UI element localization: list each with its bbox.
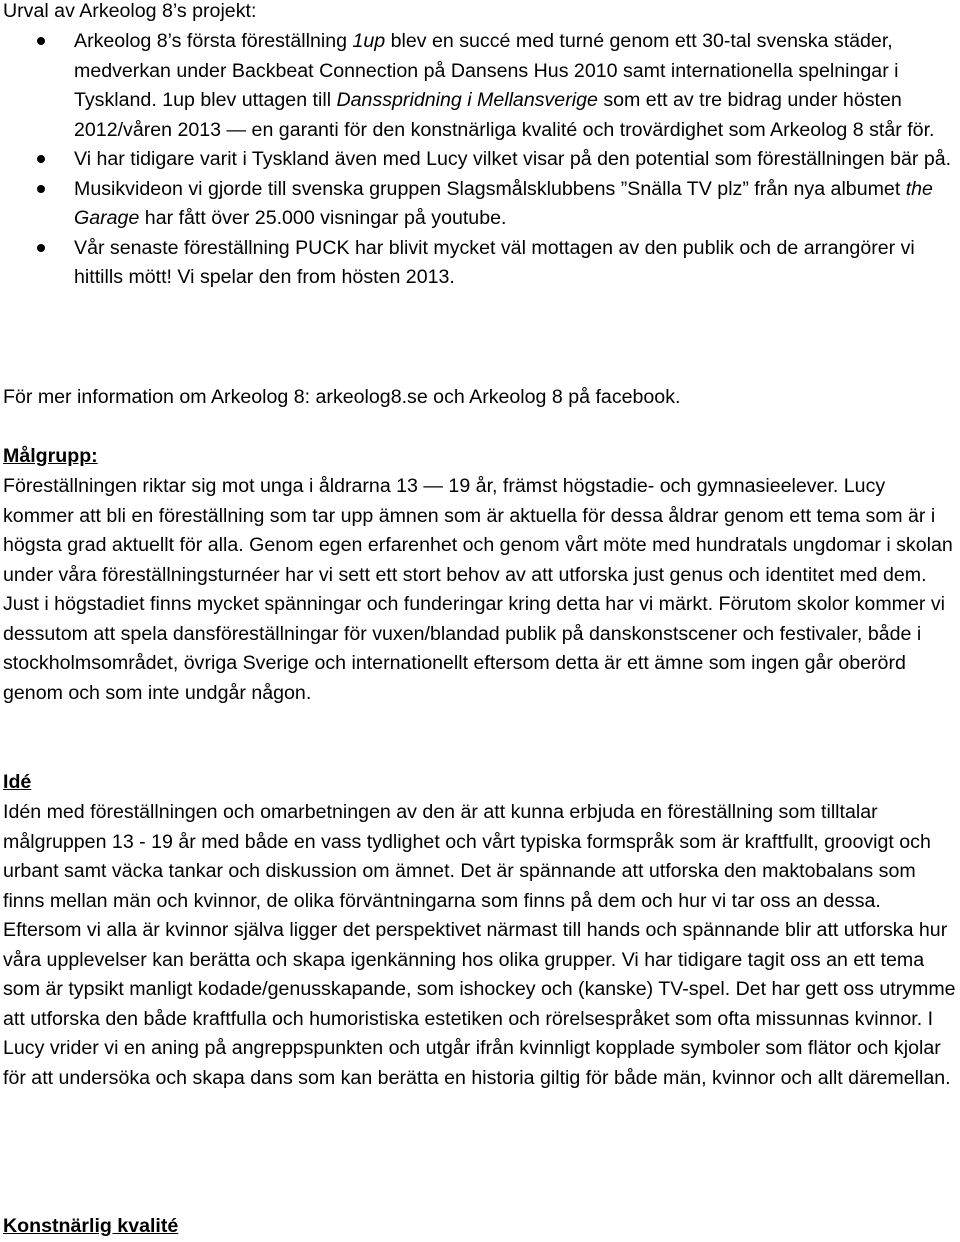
ide-heading: Idé (3, 771, 32, 793)
bullet-icon (37, 155, 45, 163)
konstnarlig-kvalite-heading: Konstnärlig kvalité (3, 1215, 179, 1237)
malgrupp-paragraph: Föreställningen riktar sig mot unga i åldrarna 13 — 19 år, främst högstadie- och gymnasieelever. Lucy kommer att bli en föreställning som tar upp ämnen som är aktuella för dessa åldrar genom ett tema som är i högsta grad aktuellt för alla. Genom egen erfarenhet och genom vårt möte med hundratals ungdomar i skolan under våra föreställningsturnéer har vi sett ett stort behov av att utforska just genus och identitet med dem. Just i högstadiet finns mycket spänningar och funderingar kring detta har vi märkt. Förutom skolor kommer vi dessutom att spela dansföreställningar för vuxen/blandad publik på danskonstscener och festivaler, både i stockholmsområdet, övriga Sverige och internationellt eftersom detta är ett ämne som ingen går oberörd genom och som inte undgår någon. (3, 475, 953, 704)
list-item: Musikvideon vi gjorde till svenska gruppen Slagsmålsklubbens ”Snälla TV plz” från nya albumet the Garage har fått över 25.000 visningar på youtube. (0, 175, 955, 234)
intro-heading: Urval av Arkeolog 8’s projekt: (3, 0, 257, 22)
bullet-icon (37, 185, 45, 193)
more-info-text: För mer information om Arkeolog 8: arkeolog8.se och Arkeolog 8 på facebook. (3, 386, 681, 408)
list-item: Vår senaste föreställning PUCK har blivit mycket väl mottagen av den publik och de arrangörer vi hittills mött! Vi spelar den from hösten 2013. (0, 234, 955, 293)
list-item: Vi har tidigare varit i Tyskland även med Lucy vilket visar på den potential som föreställningen bär på. (0, 145, 955, 175)
project-list (0, 27, 955, 293)
list-item: Arkeolog 8’s första föreställning 1up blev en succé med turné genom ett 30-tal svenska städer, medverkan under Backbeat Connection på Dansens Hus 2010 samt internationella spelningar i Tyskland. 1up blev uttagen till Dansspridning i Mellansverige som ett av tre bidrag under hösten 2012/våren 2013 — en garanti för den konstnärliga kvalité och trovärdighet som Arkeolog 8 står för. (0, 27, 955, 145)
ide-paragraph: Idén med föreställningen och omarbetningen av den är att kunna erbjuda en föreställning som tilltalar målgruppen 13 - 19 år med både en vass tydlighet och vårt typiska formspråk som är kraftfullt, groovigt och urbant samt väcka tankar och diskussion om ämnet. Det är spännande att utforska den maktobalans som finns mellan män och kvinnor, de olika förväntningarna som finns på dem och hur vi tar oss an dessa. Eftersom vi alla är kvinnor själva ligger det perspektivet närmast till hands och spännande blir att utforska hur våra upplevelser kan berätta och skapa igenkänning hos olika grupper. Vi har tidigare tagit oss an ett tema som är typsikt manligt kodade/genusskapande, som ishockey och (kanske) TV-spel. Det har gett oss utrymme att utforska den både kraftfulla och humoristiska estetiken och rörelsespråket som ofta missunnas kvinnor. I Lucy vrider vi en aning på angreppspunkten och utgår ifrån kvinnligt kopplade symboler som flätor och kjolar för att undersöka och skapa dans som kan berätta en historia giltig för både män, kvinnor och allt däremellan. (3, 801, 956, 1089)
bullet-icon (37, 244, 45, 252)
bullet-icon (37, 37, 45, 45)
malgrupp-heading: Målgrupp: (3, 445, 98, 467)
